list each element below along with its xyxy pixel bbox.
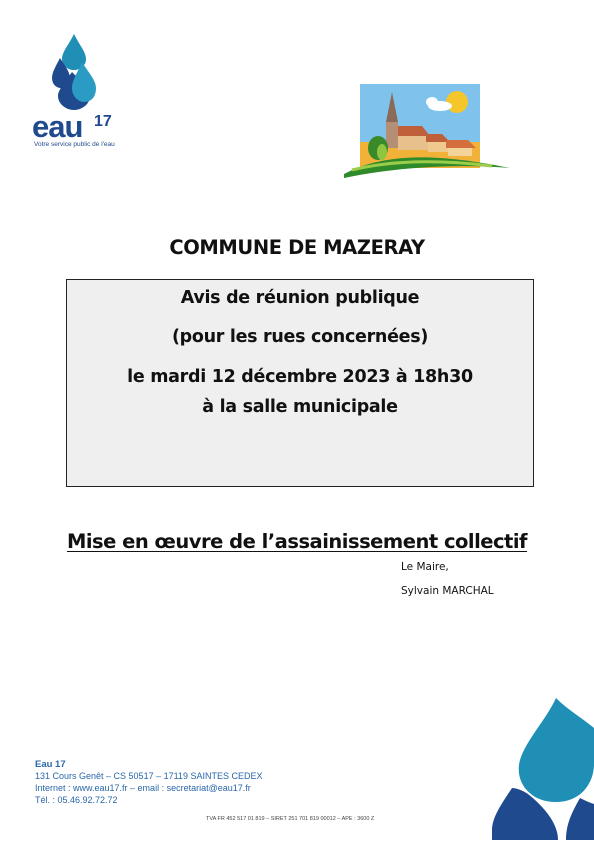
notice-heading: Avis de réunion publique xyxy=(180,288,420,308)
notice-box xyxy=(66,279,534,487)
subject-heading xyxy=(0,530,594,553)
footer-contact: Internet : www.eau17.fr – email : secretariat@eau17.fr xyxy=(35,783,251,793)
logo-number: 17 xyxy=(94,113,112,130)
notice-scope: (pour les rues concernées) xyxy=(171,327,429,347)
footer-legal: TVA FR 452 517 01 819 – SIRET 251 701 819 00012 – APE : 3600 Z xyxy=(206,816,375,822)
signature-name: Sylvain MARCHAL xyxy=(401,585,494,597)
subject-text: Mise en œuvre de l’assainissement collectif xyxy=(66,530,528,553)
signature-role: Le Maire, xyxy=(401,561,449,573)
decorative-drop-icon xyxy=(488,698,594,840)
footer-org: Eau 17 xyxy=(35,759,66,770)
notice-date: le mardi 12 décembre 2023 à 18h30 xyxy=(127,367,473,387)
logo-tagline: Votre service public de l'eau xyxy=(34,141,115,148)
document-title: COMMUNE DE MAZERAY xyxy=(169,236,425,259)
footer-address: 131 Cours Genêt – CS 50517 – 17119 SAINTES CEDEX xyxy=(35,771,263,781)
footer-phone: Tél. : 05.46.92.72.72 xyxy=(35,795,118,805)
village-illustration-icon xyxy=(342,82,512,182)
commune-logo xyxy=(342,82,512,182)
notice-location: à la salle municipale xyxy=(202,397,398,417)
logo-word: eau xyxy=(32,109,83,144)
eau17-logo xyxy=(32,32,142,152)
water-drops-icon xyxy=(52,32,112,112)
